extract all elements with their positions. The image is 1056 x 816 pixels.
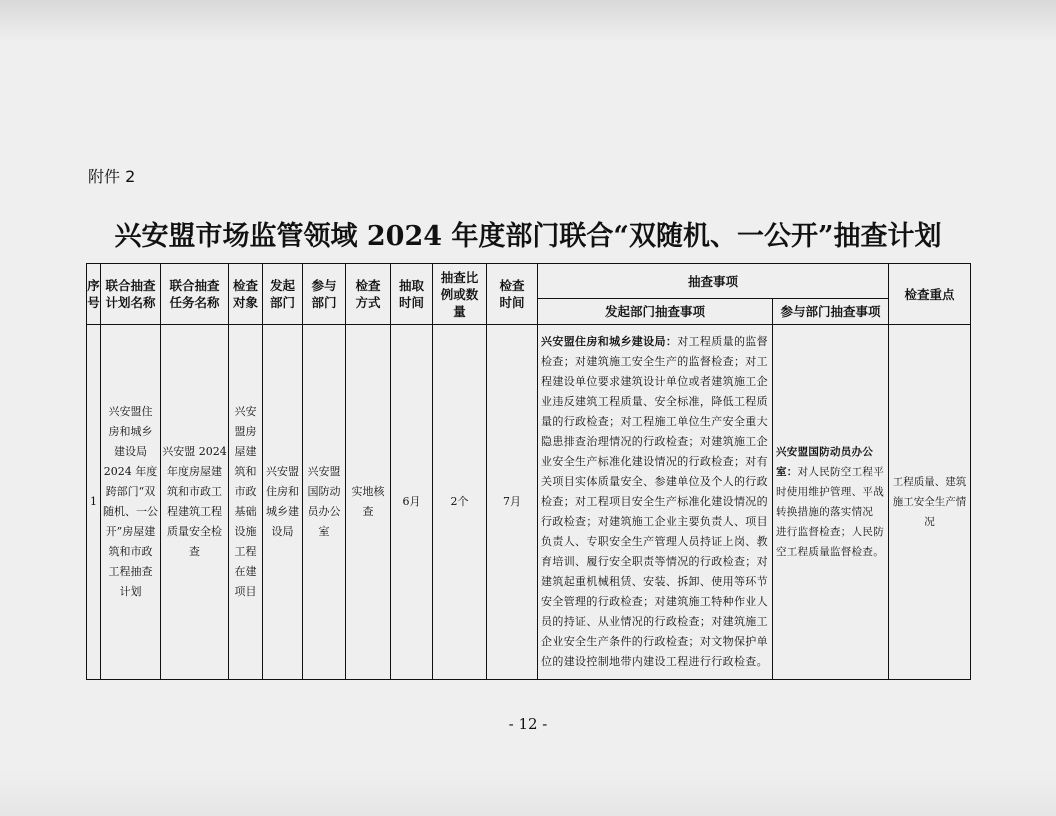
cell-line: 国防动 <box>307 485 341 498</box>
header-line: 抽取 <box>398 278 424 293</box>
header-line: 发起 <box>269 278 295 293</box>
header-line: 时间 <box>398 295 424 310</box>
header-line: 例或数 <box>440 286 479 302</box>
cell-participant-items <box>773 325 889 680</box>
header-check-time <box>487 264 538 325</box>
cell-plan-name <box>101 325 161 680</box>
header-method <box>346 264 391 325</box>
attachment-label: 附件 2 <box>88 167 136 186</box>
cell-line: 程建筑工程 <box>167 505 222 518</box>
cell-line: 兴安 <box>234 405 257 418</box>
header-participant-items: 参与部门抽查事项 <box>773 299 889 325</box>
header-row <box>87 264 971 299</box>
cell-line: 工程 <box>234 545 257 558</box>
cell-line: 住房和 <box>266 485 299 498</box>
participant-items-lead: 兴安盟国防动员办公 <box>776 446 874 458</box>
header-line: 联合抽查 <box>105 278 156 293</box>
cell-line: 兴安盟 2024 <box>162 445 227 458</box>
header-line: 量 <box>453 303 466 319</box>
header-task-name <box>161 264 229 325</box>
cell-line: 转换措施的落实情况 <box>776 506 874 518</box>
participant-items-first-line: 对人民防空工程平 <box>797 466 885 478</box>
cell-line: 设局 <box>271 525 294 538</box>
cell-line: 空工程质量监督检查。 <box>776 546 884 558</box>
header-line: 参与 <box>311 278 337 293</box>
header-line: 方式 <box>355 295 381 310</box>
header-line: 时间 <box>499 295 525 310</box>
cell-line: 位的建设控制地带内建设工程进行行政检查。 <box>541 655 768 668</box>
scan-shadow-top <box>0 0 1056 42</box>
cell-line: 程建设单位要求建筑设计单位或者建筑施工企 <box>541 375 768 388</box>
header-line: 联合抽查 <box>169 278 220 293</box>
cell-line: 实地核 <box>351 485 385 498</box>
header-line: 抽查比 <box>440 269 479 285</box>
cell-line: 跨部门“双 <box>105 485 156 498</box>
table-row <box>87 325 971 680</box>
cell-line: 施工安全生产情 <box>892 496 967 508</box>
cell-seq: 1 <box>87 325 101 680</box>
header-plan-name <box>101 264 161 325</box>
cell-line: 查 <box>362 505 374 518</box>
cell-line: 基础 <box>234 505 257 518</box>
header-line: 检查 <box>355 278 381 293</box>
document-title: 兴安盟市场监管领域 2024 年度部门联合“双随机、一公开”抽查计划 <box>114 221 942 252</box>
cell-line: 检查；对建筑施工安全生产的监督检查；对工 <box>541 355 768 368</box>
cell-line: 关项目实体质量安全、参建单位及个人的行政 <box>541 475 768 488</box>
cell-line: 员的持证、从业情况的行政检查；对建筑施工 <box>541 615 768 628</box>
cell-line: 量的行政检查；对工程施工单位生产安全重大 <box>541 415 768 428</box>
cell-line: 检查；对工程项目安全生产标准化建设情况的 <box>541 495 768 508</box>
inspection-plan-table <box>86 263 971 680</box>
scan-shadow-bottom <box>0 770 1056 816</box>
cell-line: 筑和市政 <box>108 545 153 558</box>
header-line: 号 <box>87 295 100 310</box>
cell-participant <box>303 325 346 680</box>
cell-method <box>346 325 391 680</box>
cell-line: 建设局 <box>114 445 147 458</box>
header-line: 部门 <box>311 295 337 310</box>
cell-line: 设施 <box>234 525 257 538</box>
header-focus: 检查重点 <box>889 264 971 325</box>
cell-initiator-items <box>538 325 773 680</box>
cell-initiator <box>263 325 303 680</box>
header-line: 任务名称 <box>169 295 220 310</box>
cell-line: 业安全生产标准化建设情况的行政检查；对有 <box>541 455 768 468</box>
cell-target <box>229 325 263 680</box>
cell-line: 业违反建筑工程质量、安全标准，降低工程质 <box>541 395 768 408</box>
cell-line: 项目 <box>234 585 257 598</box>
cell-line: 隐患排查治理情况的行政检查；对建筑施工企 <box>541 435 768 448</box>
cell-line: 2024 年度 <box>103 465 158 478</box>
cell-focus <box>889 325 971 680</box>
cell-line: 况 <box>924 516 935 528</box>
cell-line: 进行监督检查；人民防 <box>776 526 884 538</box>
cell-line: 筑和 <box>234 465 257 478</box>
cell-line: 兴安盟 <box>266 465 299 478</box>
cell-ratio: 2个 <box>433 325 487 680</box>
cell-line: 时使用维护管理、平战 <box>776 486 884 498</box>
cell-line: 兴安盟 <box>307 465 341 478</box>
header-seq <box>87 264 101 325</box>
cell-line: 随机、一公 <box>103 505 158 518</box>
header-ratio <box>433 264 487 325</box>
header-line: 计划名称 <box>105 295 156 310</box>
cell-line: 筑和市政工 <box>167 485 222 498</box>
cell-line: 室 <box>318 525 330 538</box>
header-line: 对象 <box>232 295 258 310</box>
cell-line: 屋建 <box>234 445 257 458</box>
cell-line: 城乡建 <box>266 505 299 518</box>
cell-line: 工程抽查 <box>108 565 153 578</box>
cell-line <box>776 462 888 482</box>
header-line: 检查 <box>499 278 525 293</box>
cell-task-name <box>161 325 229 680</box>
cell-line: 兴安盟住 <box>108 405 153 418</box>
cell-line: 查 <box>189 545 200 558</box>
header-participant <box>303 264 346 325</box>
initiator-items-lead: 兴安盟住房和城乡建设局： <box>541 335 678 348</box>
header-items: 抽查事项 <box>538 264 889 299</box>
cell-draw-time: 6月 <box>391 325 433 680</box>
header-initiator-items: 发起部门抽查事项 <box>538 299 773 325</box>
cell-line: 工程质量、建筑 <box>892 476 967 488</box>
header-target <box>229 264 263 325</box>
cell-line: 质量安全检 <box>167 525 222 538</box>
cell-check-time: 7月 <box>487 325 538 680</box>
cell-line: 房和城乡 <box>108 425 153 438</box>
header-line: 检查 <box>232 278 258 293</box>
cell-line: 建筑起重机械租赁、安装、拆卸、使用等环节 <box>541 575 768 588</box>
cell-line: 行政检查；对建筑施工企业主要负责人、项目 <box>541 515 768 528</box>
cell-line: 企业安全生产条件的行政检查；对文物保护单 <box>541 635 768 648</box>
cell-line <box>541 332 772 352</box>
initiator-items-first-line: 对工程质量的监督 <box>677 335 769 348</box>
header-line: 部门 <box>269 295 295 310</box>
cell-line: 计划 <box>119 585 142 598</box>
cell-line: 育培训、履行安全职责等情况的行政检查；对 <box>541 555 768 568</box>
page-number: - 12 - <box>508 715 548 733</box>
header-initiator <box>263 264 303 325</box>
cell-line: 市政 <box>234 485 257 498</box>
cell-line: 员办公 <box>307 505 341 518</box>
cell-line: 年度房屋建 <box>167 465 222 478</box>
header-line: 序 <box>87 278 100 293</box>
cell-line: 盟房 <box>234 425 257 438</box>
header-draw-time <box>391 264 433 325</box>
cell-line: 安全管理的行政检查；对建筑施工特种作业人 <box>541 595 768 608</box>
participant-items-lead-tail: 室： <box>776 466 798 478</box>
cell-line: 负责人、专职安全生产管理人员持证上岗、教 <box>541 535 768 548</box>
cell-line: 开”房屋建 <box>105 525 156 538</box>
cell-line: 在建 <box>234 565 257 578</box>
